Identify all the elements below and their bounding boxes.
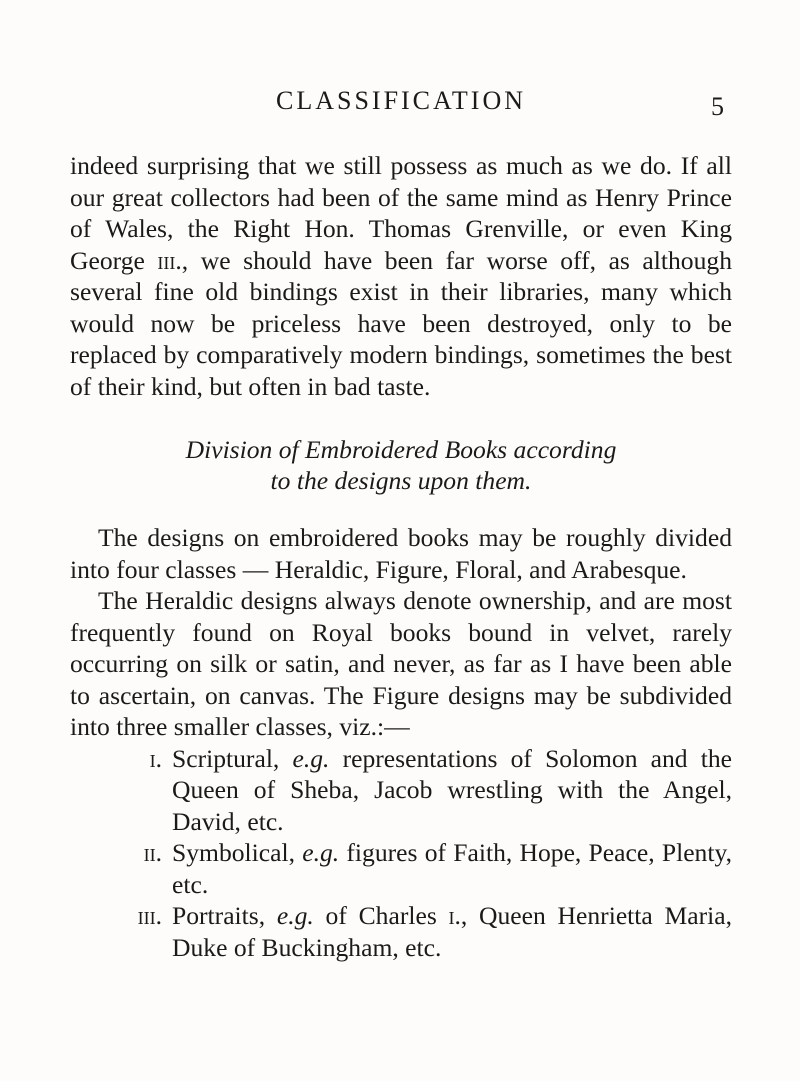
running-title: CLASSIFICATION bbox=[275, 86, 527, 115]
list-item bbox=[70, 900, 732, 963]
figure-class-list bbox=[70, 743, 732, 964]
list-item bbox=[70, 743, 732, 838]
book-page bbox=[70, 86, 732, 963]
section-heading-line-1: Division of Embroidered Books according bbox=[185, 435, 617, 464]
paragraph-four-classes: The designs on embroidered books may be roughly divided into four classes — Heraldic, Figure, Floral, and Arabesque. bbox=[70, 523, 732, 584]
list-item-number: iii. bbox=[137, 901, 162, 930]
list-item-eg: e.g. bbox=[302, 838, 340, 867]
list-item-label: Symbolical, bbox=[172, 838, 303, 867]
list-item-eg: e.g. bbox=[276, 901, 314, 930]
roman-numeral: iii. bbox=[157, 245, 182, 275]
paragraph-collectors bbox=[70, 150, 732, 402]
list-item-eg: e.g. bbox=[292, 743, 330, 773]
list-item-label: Portraits, bbox=[172, 901, 277, 930]
list-item-number: ii. bbox=[143, 838, 162, 867]
list-item-label: Scriptural, bbox=[172, 743, 293, 773]
list-item-text: representations of Solomon and the Queen of Sheba, Jacob wrestling with the Angel, David, etc. bbox=[172, 743, 732, 836]
list-item bbox=[70, 837, 732, 900]
paragraph-collectors-text-continued: , we should have been far worse off, as although several fine old bindings exist in their libraries, many which would now be priceless have been destroyed, only to be replaced by comparatively modern bindings, sometimes the best of their kind, but often in bad taste. bbox=[70, 245, 732, 401]
list-item-number: i. bbox=[149, 743, 162, 773]
roman-numeral: i. bbox=[448, 901, 461, 930]
list-item-text: of Charles bbox=[313, 901, 449, 930]
section-heading-line-2: to the designs upon them. bbox=[270, 466, 532, 495]
page-number: 5 bbox=[711, 92, 724, 121]
list-item-text-continued: , Queen Henrietta Maria, Duke of Buckingham, etc. bbox=[172, 901, 732, 962]
section-heading bbox=[70, 434, 732, 496]
running-head bbox=[70, 86, 732, 126]
paragraph-heraldic: The Heraldic designs always denote ownership, and are most frequently found on Royal books bound in velvet, rarely occurring on silk or satin, and never, as far as I have been able to ascertain, on canvas. The Figure designs may be subdivided into three smaller classes, viz.:— bbox=[70, 586, 732, 741]
list-item-text: figures of Faith, Hope, Peace, Plenty, etc. bbox=[172, 838, 732, 899]
paragraph-collectors-text: indeed surprising that we still possess as much as we do. If all our great collectors had been of the same mind as Henry Prince of Wales, the Right Hon. Thomas Grenville, or even King George bbox=[70, 151, 732, 275]
